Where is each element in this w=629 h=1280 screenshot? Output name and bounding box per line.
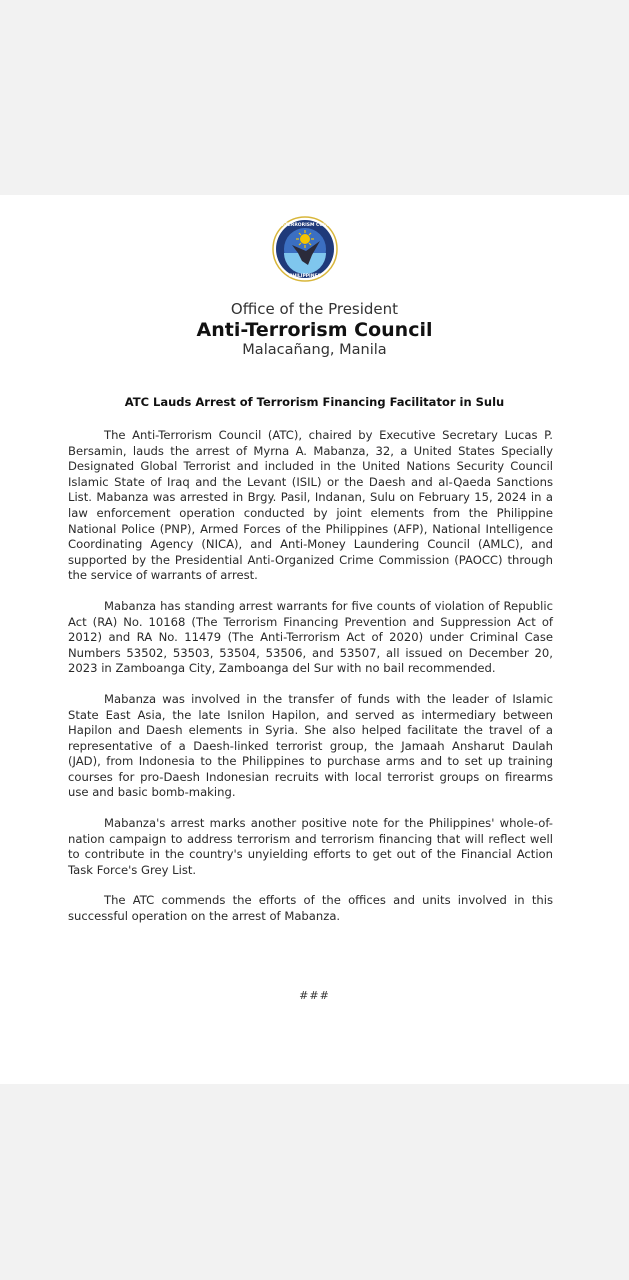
paragraph: The ATC commends the efforts of the offices and units involved in this successful operation on the arrest of Mabanza. xyxy=(68,893,553,924)
paragraph: The Anti-Terrorism Council (ATC), chaired by Executive Secretary Lucas P. Bersamin, lauds the arrest of Myrna A. Mabanza, 32, a United States Specially Designated Global Terrorist and included in the United Nations Security Council Islamic State of Iraq and the Levant (ISIL) or the Daesh and al-Qaeda Sanctions List. Mabanza was arrested in Brgy. Pasil, Indanan, Sulu on February 15, 2024 in a law enforcement operation conducted by joint elements from the Philippine National Police (PNP), Armed Forces of the Philippines (AFP), National Intelligence Coordinating Agency (NICA), and Anti-Money Laundering Council (AMLC), and supported by the Presidential Anti-Organized Crime Commission (PAOCC) through the service of warrants of arrest. xyxy=(68,428,553,583)
paragraph: Mabanza has standing arrest warrants for five counts of violation of Republic Act (RA) No. 10168 (The Terrorism Financing Prevention and Suppression Act of 2012) and RA No. 11479 (The Anti-Terrorism Act of 2020) under Criminal Case Numbers 53502, 53503, 53504, 53506, and 53507, all issued on December 20, 2023 in Zamboanga City, Zamboanga del Sur with no bail recommended. xyxy=(68,598,553,676)
seal-text-bottom: PHILIPPINES xyxy=(289,274,321,279)
seal-text-top: ANTI-TERRORISM COUNCIL xyxy=(271,223,339,228)
press-release-body xyxy=(68,428,553,940)
office-location: Malacañang, Manila xyxy=(242,342,387,358)
press-release-page xyxy=(0,195,629,1084)
seal-sun-icon xyxy=(300,234,310,244)
press-release-title: ATC Lauds Arrest of Terrorism Financing Facilitator in Sulu xyxy=(124,395,505,409)
end-mark: ### xyxy=(299,989,330,1002)
anti-terrorism-council-seal-logo xyxy=(266,215,344,283)
paragraph: Mabanza was involved in the transfer of funds with the leader of Islamic State East Asia, the late Isnilon Hapilon, and served as intermediary between Hapilon and Daesh elements in Syria. She also helped facilitate the travel of a representative of a Daesh-linked terrorist group, the Jamaah Ansharut Daulah (JAD), from Indonesia to the Philippines to purchase arms and to set up training courses for pro-Daesh Indonesian recruits with local terrorist groups on firearms use and basic bomb-making. xyxy=(68,691,553,800)
office-name: Office of the President xyxy=(230,300,399,318)
council-name: Anti-Terrorism Council xyxy=(196,319,433,341)
letterhead xyxy=(0,299,629,360)
paragraph: Mabanza's arrest marks another positive note for the Philippines' whole-of-nation campaign to address terrorism and terrorism financing that will reflect well to contribute in the country's unyielding efforts to get out of the Financial Action Task Force's Grey List. xyxy=(68,816,553,877)
